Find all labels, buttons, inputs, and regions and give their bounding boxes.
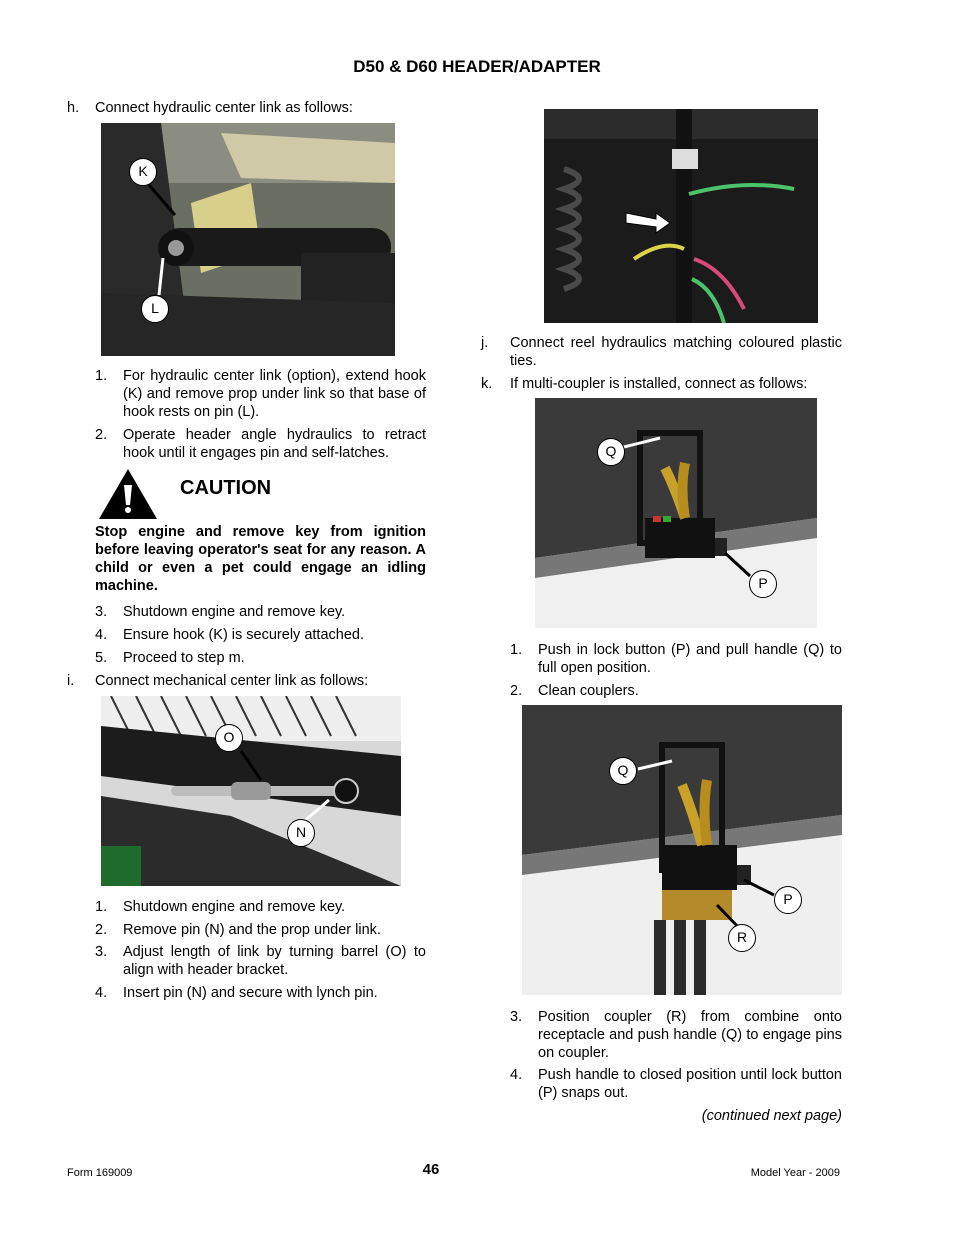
mechanical-link-illustration: [101, 696, 401, 886]
h-item-5-text: Proceed to step m.: [123, 650, 245, 666]
photo-reel-hydraulics: [544, 109, 818, 323]
k-item-1-num: 1.: [510, 642, 523, 658]
step-i-label: i.: [67, 673, 75, 689]
i-item-3-text: Adjust length of link by turning barrel (O) to align with header bracket.: [123, 944, 426, 978]
step-k-label: k.: [481, 376, 493, 392]
h-item-1: [95, 367, 427, 421]
h-item-2-text: Operate header angle hydraulics to retract hook until it engages pin and self-latches.: [123, 427, 426, 461]
callout-p-2: P: [774, 886, 802, 914]
callout-l: L: [141, 295, 169, 323]
k-item-4: [510, 1066, 842, 1102]
i-item-2-num: 2.: [95, 922, 108, 938]
i-item-4-text: Insert pin (N) and secure with lynch pin.: [123, 985, 378, 1001]
h-item-4: [95, 626, 427, 644]
i-item-1: [95, 898, 427, 916]
h-item-1-num: 1.: [95, 368, 108, 384]
i-item-4-num: 4.: [95, 985, 108, 1001]
k-item-2-text: Clean couplers.: [538, 683, 639, 699]
callout-n: N: [287, 819, 315, 847]
page-number: 46: [422, 1161, 440, 1178]
step-h-label: h.: [67, 100, 80, 116]
page-title: D50 & D60 HEADER/ADAPTER: [353, 57, 601, 76]
k-item-3: [510, 1008, 842, 1062]
k-item-4-num: 4.: [510, 1067, 523, 1083]
callout-q-2: Q: [609, 757, 637, 785]
step-k-text: If multi-coupler is installed, connect as follows:: [510, 376, 808, 392]
callout-p-1: P: [749, 570, 777, 598]
k-item-2: [510, 682, 842, 700]
step-j-label: j.: [481, 335, 489, 351]
step-h-text: Connect hydraulic center link as follows:: [95, 100, 353, 116]
k-item-4-text: Push handle to closed position until lock button (P) snaps out.: [538, 1067, 842, 1101]
step-i-text: Connect mechanical center link as follows:: [95, 673, 369, 689]
i-item-4: [95, 984, 427, 1002]
h-item-3-text: Shutdown engine and remove key.: [123, 604, 346, 620]
k-item-3-num: 3.: [510, 1009, 523, 1025]
k-item-2-num: 2.: [510, 683, 523, 699]
h-item-4-num: 4.: [95, 627, 108, 643]
step-h: [67, 99, 427, 117]
h-item-2: [95, 426, 427, 462]
h-item-3-num: 3.: [95, 604, 108, 620]
multi-coupler-open-drawing: [535, 398, 817, 628]
i-item-1-text: Shutdown engine and remove key.: [123, 899, 346, 915]
h-item-4-text: Ensure hook (K) is securely attached.: [123, 627, 364, 643]
reel-hydraulics-illustration: [544, 109, 818, 323]
i-item-3-num: 3.: [95, 944, 108, 960]
h-item-5: [95, 649, 427, 667]
illustration-multi-coupler-open: [535, 398, 817, 628]
step-i: [67, 672, 427, 690]
callout-r: R: [728, 924, 756, 952]
k-item-3-text: Position coupler (R) from combine onto receptacle and push handle (Q) to engage pins on coupler.: [538, 1009, 842, 1061]
h-item-5-num: 5.: [95, 650, 108, 666]
caution-text: Stop engine and remove key from ignition before leaving operator's seat for any reason. A child or even a pet could engage an idling machine.: [95, 524, 426, 594]
i-item-2-text: Remove pin (N) and the prop under link.: [123, 922, 381, 938]
illustration-multi-coupler-connect: [522, 705, 842, 995]
k-item-1: [510, 641, 842, 677]
callout-k: K: [129, 158, 157, 186]
h-item-3: [95, 603, 427, 621]
caution-title: CAUTION: [180, 477, 272, 499]
h-item-2-num: 2.: [95, 427, 108, 443]
footer-model-year: Model Year - 2009: [750, 1167, 840, 1179]
photo-mechanical-center-link: [101, 696, 401, 886]
i-item-2: [95, 921, 427, 939]
step-j: [481, 334, 842, 370]
caution-icon: [97, 467, 159, 521]
i-item-3: [95, 943, 427, 979]
callout-o: O: [215, 724, 243, 752]
k-item-1-text: Push in lock button (P) and pull handle (Q) to full open position.: [538, 642, 842, 676]
h-item-1-text: For hydraulic center link (option), extend hook (K) and remove prop under link so that base of hook rests on pin (L).: [123, 368, 426, 420]
step-j-text: Connect reel hydraulics matching coloured plastic ties.: [510, 335, 842, 369]
i-item-1-num: 1.: [95, 899, 108, 915]
footer-form-number: Form 169009: [67, 1167, 133, 1179]
callout-q-1: Q: [597, 438, 625, 466]
step-k: [481, 375, 842, 393]
continued-note: (continued next page): [701, 1108, 842, 1124]
multi-coupler-connect-drawing: [522, 705, 842, 995]
